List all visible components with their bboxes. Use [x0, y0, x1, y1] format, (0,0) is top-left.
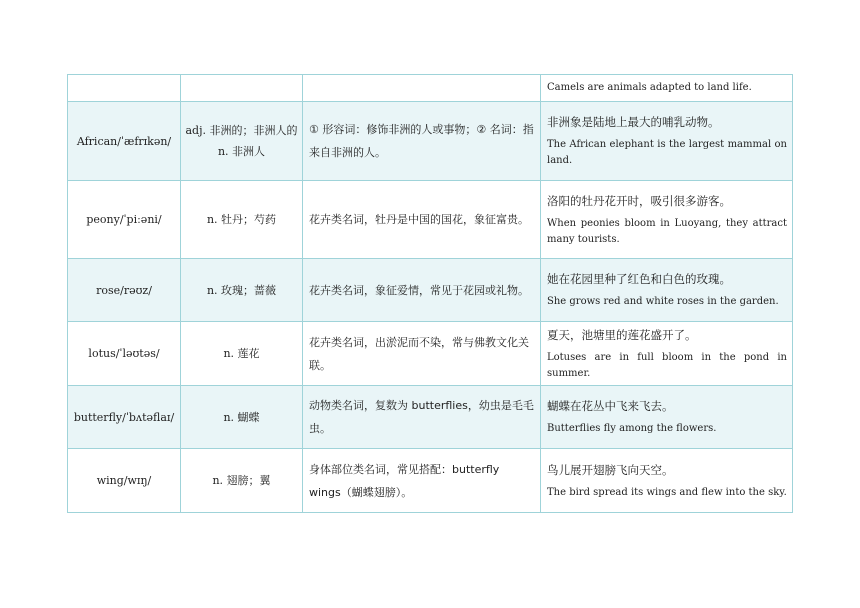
example-en: The bird spread its wings and flew into the sky.: [547, 486, 787, 498]
word-cell: wing/wɪŋ/: [68, 449, 181, 513]
note-cell: ① 形容词：修饰非洲的人或事物；② 名词：指来自非洲的人。: [303, 102, 541, 181]
note-cell: 花卉类名词，出淤泥而不染，常与佛教文化关联。: [303, 322, 541, 386]
table-row: [68, 322, 793, 386]
pos-cell: n. 蝴蝶: [181, 386, 303, 449]
example-en: The African elephant is the largest mammal on land.: [547, 139, 787, 166]
note-cell: 花卉类名词，牡丹是中国的国花，象征富贵。: [303, 181, 541, 259]
pos-cell: n. 牡丹；芍药: [181, 181, 303, 259]
example-zh: 蝴蝶在花丛中飞来飞去。: [547, 399, 674, 413]
note-cell: 身体部位类名词，常见搭配：butterfly wings（蝴蝶翅膀）。: [303, 449, 541, 513]
pos-cell: n. 玫瑰；蔷薇: [181, 259, 303, 322]
example-zh: 洛阳的牡丹花开时，吸引很多游客。: [547, 193, 731, 208]
example-en: She grows red and white roses in the garden.: [547, 296, 779, 307]
example-zh: 夏天，池塘里的莲花盛开了。: [547, 327, 697, 342]
table-row: [68, 75, 793, 102]
example-zh: 她在花园里种了红色和白色的玫瑰。: [547, 272, 731, 286]
word-cell: African/ˈæfrɪkən/: [68, 102, 181, 181]
pos-cell: [181, 75, 303, 102]
table-row: [68, 102, 793, 181]
note-cell: 动物类名词，复数为 butterflies，幼虫是毛毛虫。: [303, 386, 541, 449]
word-cell: lotus/ˈləʊtəs/: [68, 322, 181, 386]
pos-cell: n. 翅膀；翼: [181, 449, 303, 513]
pos-cell: adj. 非洲的；非洲人的 n. 非洲人: [181, 102, 303, 181]
example-zh: 鸟儿展开翅膀飞向天空。: [547, 462, 674, 477]
example-cell: [541, 386, 793, 449]
example-cell: [541, 181, 793, 259]
table-row: [68, 449, 793, 513]
example-en: Lotuses are in full bloom in the pond in summer.: [547, 351, 787, 379]
word-cell: butterfly/ˈbʌtəflaɪ/: [68, 386, 181, 449]
table-row: [68, 259, 793, 322]
vocabulary-table: [67, 74, 793, 513]
example-cell: [541, 75, 793, 102]
example-cell: [541, 102, 793, 181]
word-cell: peony/ˈpiːəni/: [68, 181, 181, 259]
example-en: Camels are animals adapted to land life.: [547, 82, 752, 93]
example-en: When peonies bloom in Luoyang, they attract many tourists.: [547, 217, 787, 245]
word-cell: rose/rəʊz/: [68, 259, 181, 322]
note-cell: [303, 75, 541, 102]
table-row: [68, 181, 793, 259]
example-cell: [541, 322, 793, 386]
example-zh: 非洲象是陆地上最大的哺乳动物。: [547, 115, 720, 129]
word-cell: [68, 75, 181, 102]
example-cell: [541, 449, 793, 513]
pos-cell: n. 莲花: [181, 322, 303, 386]
example-cell: [541, 259, 793, 322]
note-cell: 花卉类名词，象征爱情，常见于花园或礼物。: [303, 259, 541, 322]
table-row: [68, 386, 793, 449]
example-en: Butterflies fly among the flowers.: [547, 423, 717, 434]
